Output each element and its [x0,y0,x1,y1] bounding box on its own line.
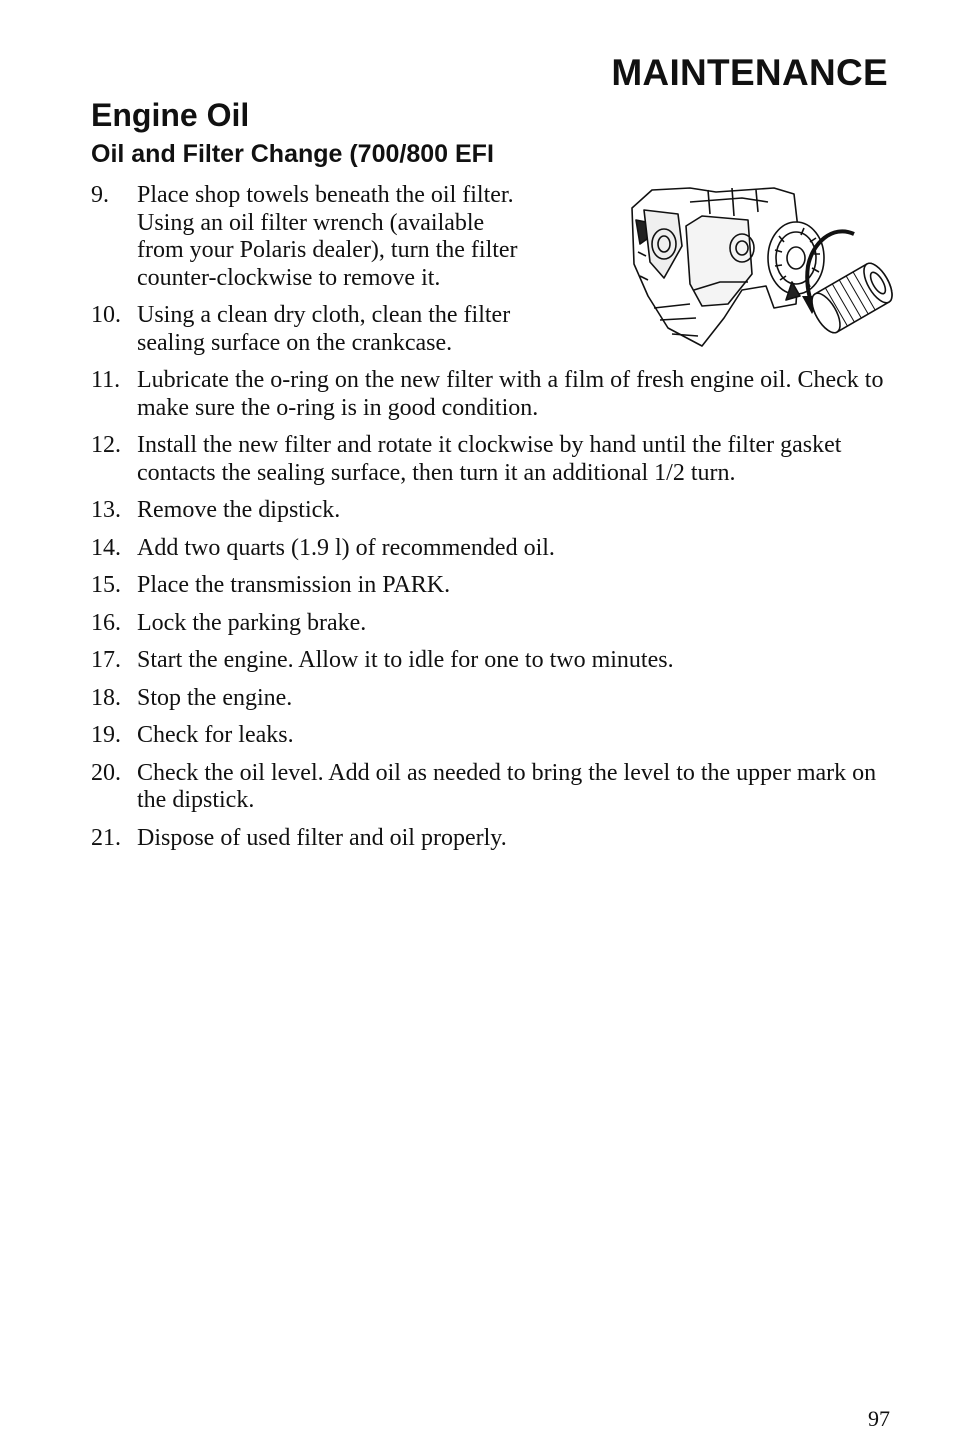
step-text: Start the engine. Allow it to idle for one to two minutes. [137,647,674,673]
step-number: 13. [91,497,121,523]
step-text: Dispose of used filter and oil properly. [137,824,507,851]
step-text: Lock the parking brake. [137,609,367,636]
step-item [91,825,891,853]
step-text: Remove the dipstick. [137,497,341,523]
step-text: Place shop towels beneath the oil filter. Using an oil filter wrench (available from your Polaris dealer), turn the filter counter-clockwise to remove it. [137,182,518,291]
step-item [91,722,891,750]
step-text: Using a clean dry cloth, clean the filter sealing surface on the crankcase. [137,302,511,356]
subsection-title: Oil and Filter Change (700/800 EFI [91,140,494,168]
step-number: 17. [91,647,121,673]
step-text: Stop the engine. [137,684,293,711]
step-item [91,760,891,815]
step-number: 14. [91,534,121,561]
step-number: 19. [91,722,121,748]
step-number: 12. [91,432,121,458]
step-text: Check the oil level. Add oil as needed to bring the level to the upper mark on the dipstick. [137,759,877,813]
step-number: 15. [91,572,121,598]
step-item [91,647,891,675]
step-item [91,610,891,638]
step-item [91,535,891,563]
step-number: 20. [91,759,121,786]
step-text: Add two quarts (1.9 l) of recommended oil. [137,534,555,561]
step-item [91,367,891,422]
step-text: Install the new filter and rotate it clockwise by hand until the filter gasket contacts the sealing surface, then turn it an additional 1/2 turn. [137,432,842,486]
step-item [91,302,522,357]
step-number: 9. [91,182,109,208]
step-number: 10. [91,302,121,328]
step-text: Check for leaks. [137,722,294,748]
step-item [91,497,891,525]
step-item [91,182,522,292]
step-text: Place the transmission in PARK. [137,572,451,598]
step-number: 16. [91,609,121,636]
step-number: 11. [91,367,121,393]
step-item [91,432,891,487]
step-text: Lubricate the o-ring on the new filter with a film of fresh engine oil. Check to make sure the o-ring is in good condition. [137,367,884,421]
procedure-steps [91,182,891,862]
step-item [91,572,891,600]
page-title: Engine Oil [91,97,250,133]
page-number: 97 [868,1406,890,1431]
section-title: MAINTENANCE [611,52,888,93]
step-item [91,685,891,713]
step-number: 18. [91,684,121,711]
step-number: 21. [91,824,121,851]
